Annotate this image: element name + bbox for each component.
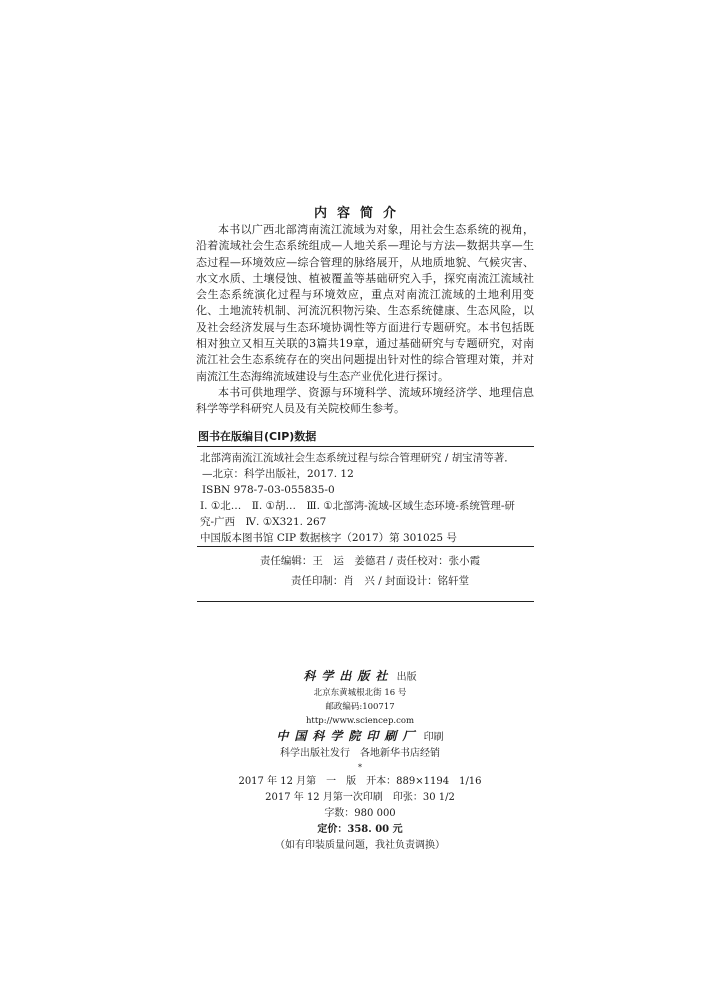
distribution-line: 科学出版社发行 各地新华书店经销 — [280, 748, 440, 759]
publisher-postcode: 邮政编码:100717 — [325, 702, 395, 712]
intro-paragraph-2: 本书可供地理学、资源与环境科学、流域环境经济学、地理信息科学等学科研究人员及有关院校师生参考。 — [196, 385, 534, 416]
cip-line-classification-cont: 究-广西 Ⅳ. ①X321. 267 — [200, 516, 327, 528]
publisher-website: http://www.sciencep.com — [305, 716, 415, 726]
printer-row — [0, 728, 720, 746]
intro-paragraph-1: 本书以广西北部湾南流江流域为对象，用社会生态系统的视角，沿着流域社会生态系统组成—人地关系—理论与方法—数据共享—生态过程—环境效应—综合管理的脉络展开，从地质地貌、气候灾害、水文水质、土壤侵蚀、植被覆盖等基础研究入手，探究南流江流域社会生态系统演化过程与环境效应，重点对南流江流域的土地利用变化、土地流转机制、河流沉积物污染、生态系统健康、生态风险，以及社会经济发展与生态环境协调性等方面进行专题研究。本书包括既相对独立又相互关联的3篇共19章，通过基础研究与专题研究，对南流江社会生态系统存在的突出问题提出针对性的综合管理对策，并对南流江生态海绵流域建设与生态产业优化进行探讨。 — [196, 223, 534, 383]
publisher-row — [0, 668, 720, 686]
cip-title: 图书在版编目(CIP)数据 — [198, 430, 317, 443]
quality-notice: （如有印装质量问题，我社负责调换） — [275, 840, 445, 851]
word-count: 字数：980 000 — [324, 808, 396, 819]
cip-record — [200, 450, 534, 546]
cip-line-classification: Ⅰ. ①北… Ⅱ. ①胡… Ⅲ. ①北部湾-流域-区域生态环境-系统管理-研 — [200, 500, 515, 512]
publisher-name: 科学出版社 — [303, 669, 394, 683]
printer-action: 印刷 — [423, 732, 444, 743]
printer-name: 中国科学院印刷厂 — [276, 729, 421, 743]
edition-line-1: 2017 年 12 月第 一 版 开本：889×1194 1/16 — [238, 776, 482, 787]
cip-top-rule — [197, 446, 534, 447]
staff-rule — [197, 601, 534, 602]
separator-star: * — [358, 763, 362, 772]
publisher-address: 北京东黄城根北街 16 号 — [313, 688, 407, 698]
imprint-block — [0, 668, 720, 854]
intro-text — [196, 222, 534, 418]
cip-line-catalog-number: 中国版本图书馆 CIP 数据核字（2017）第 301025 号 — [200, 532, 457, 544]
intro-title: 内容简介 — [313, 206, 406, 221]
staff-production: 责任印制：肖 兴 / 封面设计：铭轩堂 — [290, 575, 470, 587]
cip-line-publisher: —北京：科学出版社，2017. 12 — [202, 468, 354, 480]
staff-editors: 责任编辑：王 运 姜德君 / 责任校对：张小霞 — [259, 555, 481, 567]
edition-line-2: 2017 年 12 月第一次印刷 印张：30 1/2 — [265, 792, 455, 803]
publisher-action: 出版 — [396, 672, 417, 683]
cip-line-isbn: ISBN 978-7-03-055835-0 — [202, 484, 335, 496]
cip-line-title: 北部湾南流江流域社会生态系统过程与综合管理研究 / 胡宝清等著． — [200, 452, 515, 464]
cip-bottom-rule — [197, 546, 534, 547]
price: 定价：358. 00 元 — [317, 824, 403, 835]
